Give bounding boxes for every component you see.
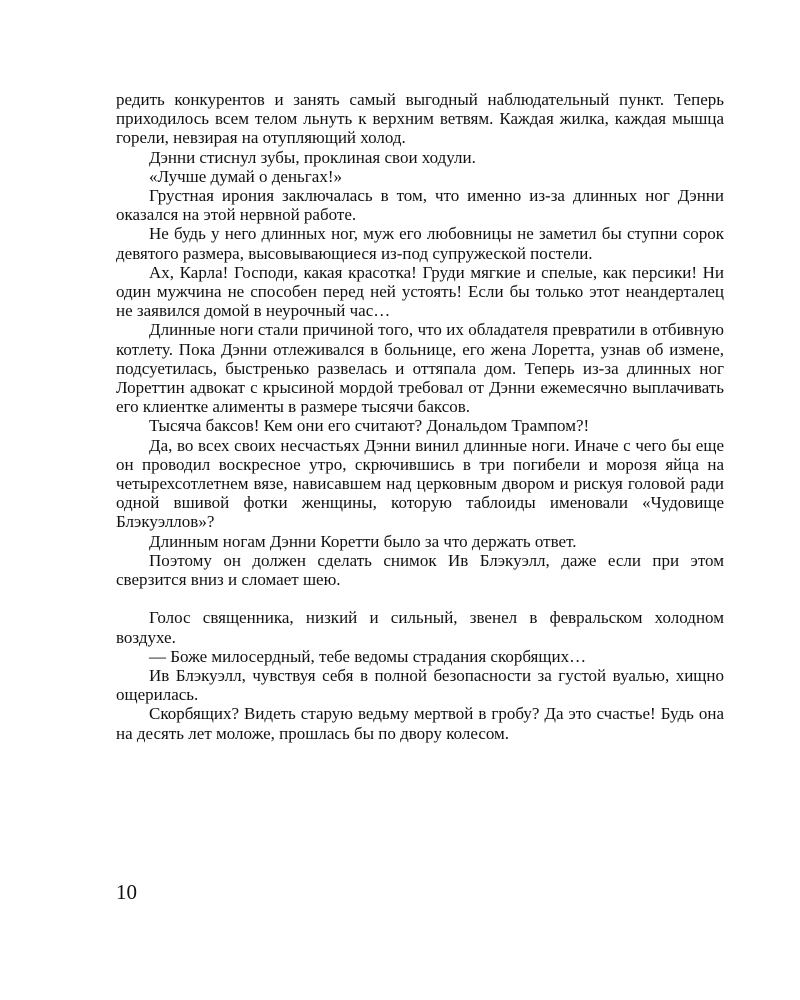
paragraph: Скорбящих? Видеть старую ведьму мертвой в гробу? Да это счастье! Будь она на десять лет моложе, прошлась бы по двору колесом. (116, 704, 724, 743)
section-break (116, 589, 724, 608)
paragraph: Дэнни стиснул зубы, проклиная свои ходули. (149, 147, 476, 167)
paragraph: Тысяча баксов! Кем они его считают? Дональдом Трампом?! (149, 416, 590, 436)
paragraph: Ив Блэкуэлл, чувствуя себя в полной безопасности за густой вуалью, хищно ощерилась. (116, 666, 724, 705)
page-body (116, 90, 724, 743)
paragraph: Не будь у него длинных ног, муж его любовницы не заметил бы ступни сорок девятого размера, высовывающиеся из-под супружеской постели. (116, 224, 724, 263)
paragraph: Ах, Карла! Господи, какая красотка! Груди мягкие и спелые, как персики! Ни один мужчина не способен перед ней устоять! Если бы только этот неандерталец не заявился домой в неурочный час… (116, 262, 724, 321)
paragraph: Да, во всех своих несчастьях Дэнни винил длинные ноги. Иначе с чего бы еще он проводил воскресное утро, скрючившись в три погибели и морозя яйца на четырехсотлетнем вязе, нависавшем над церковным двором и рискуя головой ради одной вшивой фотки женщины, которую таблоиды именовали «Чудовище Блэкуэллов»? (116, 435, 724, 532)
paragraph: — Боже милосердный, тебе ведомы страдания скорбящих… (149, 646, 587, 666)
page-number: 10 (116, 880, 137, 904)
paragraph: Голос священника, низкий и сильный, звенел в февральском холодном воздухе. (116, 608, 724, 647)
paragraph: Длинным ногам Дэнни Коретти было за что держать ответ. (149, 531, 577, 551)
paragraph: Поэтому он должен сделать снимок Ив Блэкуэлл, даже если при этом сверзится вниз и сломает шею. (116, 550, 724, 590)
paragraph: редить конкурентов и занять самый выгодный наблюдательный пункт. Теперь приходилось всем телом льнуть к верхним ветвям. Каждая жилка, каждая мышца горели, невзирая на отупляющий холод. (116, 90, 724, 148)
paragraph: Длинные ноги стали причиной того, что их обладателя превратили в отбивную котлету. Пока Дэнни отлеживался в больнице, его жена Лоретта, узнав об измене, подсуетилась, быстренько развелась и оттяпала дом. Теперь из-за длинных ног Лореттин адвокат с крысиной мордой требовал от Дэнни ежемесячно выплачивать его клиентке алименты в размере тысячи баксов. (116, 320, 724, 417)
paragraph: Грустная ирония заключалась в том, что именно из-за длинных ног Дэнни оказался на этой нервной работе. (116, 186, 724, 225)
paragraph: «Лучше думай о деньгах!» (149, 166, 342, 186)
